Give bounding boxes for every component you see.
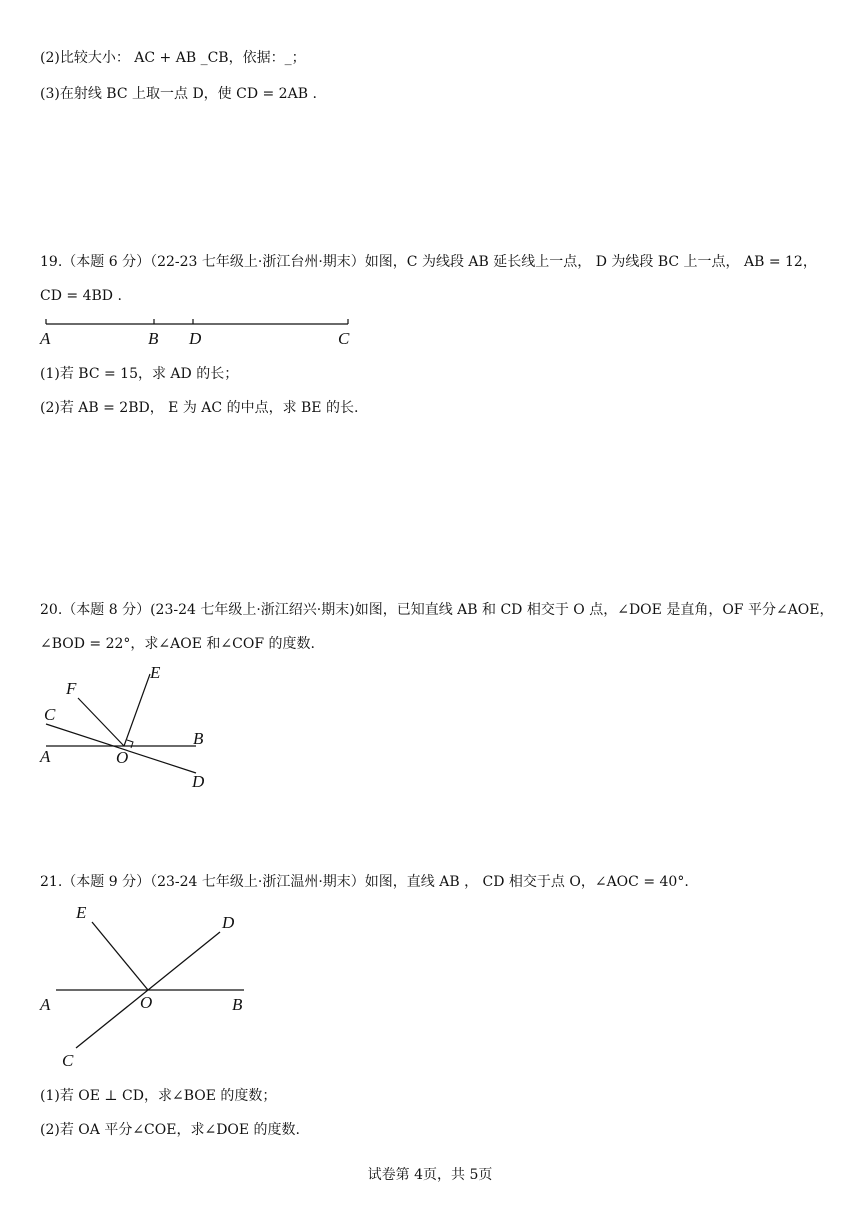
point-label-a: A xyxy=(40,747,51,766)
point-label-a: A xyxy=(40,329,51,348)
page-footer: 试卷第 4页，共 5页 xyxy=(367,1167,493,1183)
point-label-d: D xyxy=(222,913,235,932)
point-label-b: B xyxy=(148,329,159,348)
q21-part2: (2)若 OA 平分∠COE，求∠DOE 的度数. xyxy=(40,1122,301,1138)
point-label-b: B xyxy=(193,729,204,748)
q18-part3: (3)在射线 BC 上取一点 D，使 CD = 2AB . xyxy=(40,86,317,102)
q19-part2: (2)若 AB = 2BD， E 为 AC 的中点，求 BE 的长. xyxy=(40,400,359,416)
point-label-b: B xyxy=(232,995,243,1014)
point-label-o: O xyxy=(140,993,153,1012)
q21-stem-line1: 21.（本题 9 分）（23-24 七年级上·浙江温州·期末）如图，直线 AB ， CD 相交于点 O，∠AOC = 40°. xyxy=(40,874,689,890)
point-label-d: D xyxy=(192,772,205,791)
point-label-e: E xyxy=(76,903,87,922)
point-label-a: A xyxy=(40,995,51,1014)
point-label-c: C xyxy=(44,705,56,724)
q21-angle-figure xyxy=(36,898,266,1078)
point-label-o: O xyxy=(116,748,129,767)
q19-stem-line1: 19.（本题 6 分）（22-23 七年级上·浙江台州·期末）如图，C 为线段 AB 延长线上一点， D 为线段 BC 上一点， AB = 12， xyxy=(40,254,817,270)
point-label-c: C xyxy=(338,329,350,348)
point-label-f: F xyxy=(66,679,77,698)
point-label-c: C xyxy=(62,1051,74,1070)
q20-angle-figure xyxy=(36,660,226,800)
q19-part1: (1)若 BC = 15，求 AD 的长； xyxy=(40,366,239,382)
q21-part1: (1)若 OE ⊥ CD，求∠BOE 的度数； xyxy=(40,1088,277,1104)
q20-stem-line1: 20.（本题 8 分）(23-24 七年级上·浙江绍兴·期末)如图，已知直线 AB 和 CD 相交于 O 点，∠DOE 是直角，OF 平分∠AOE， xyxy=(40,602,834,618)
point-label-e: E xyxy=(150,663,161,682)
q20-stem-line2: ∠BOD = 22°，求∠AOE 和∠COF 的度数. xyxy=(40,636,315,652)
q19-stem-line2: CD = 4BD . xyxy=(40,288,122,304)
q18-part2: (2)比较大小： AC + AB _CB，依据：_； xyxy=(40,50,306,66)
q19-segment-figure xyxy=(40,312,360,352)
point-label-d: D xyxy=(189,329,202,348)
